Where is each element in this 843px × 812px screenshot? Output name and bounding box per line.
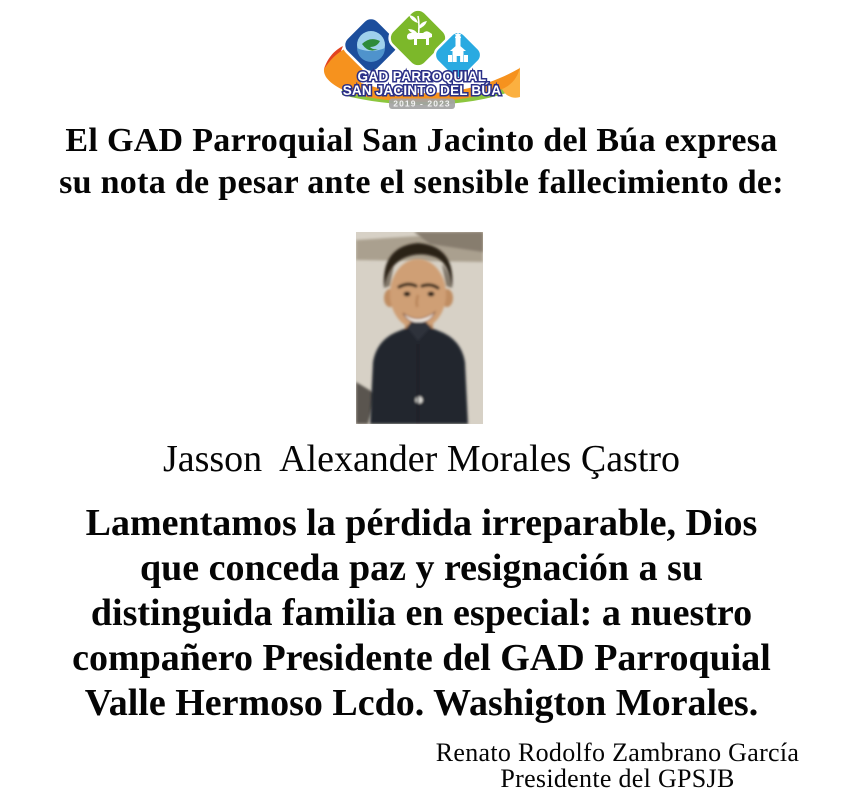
message-line: compañero Presidente del GAD Parroquial [72,637,771,679]
signature-block [405,740,830,792]
signature-name: Renato Rodolfo Zambrano García [435,738,800,767]
portrait-photo [356,232,483,424]
deceased-name: Jasson Alexander Morales Çastro [162,438,681,480]
message-line: Valle Hermoso Lcdo. Washigton Morales. [84,682,759,724]
message-line: que conceda paz y resignación a su [139,547,703,589]
header-line-2: su nota de pesar ante el sensible fallecimiento de: [59,164,784,201]
message-line: Lamentamos la pérdida irreparable, Dios [85,502,758,544]
header-text [0,120,843,204]
portrait-photo-graphic [356,232,483,424]
header-line-1: El GAD Parroquial San Jacinto del Búa expresa [65,122,778,159]
condolence-message [0,501,843,726]
logo-org-line1: GAD PARROQUIAL [356,69,487,84]
logo-period: 2019 - 2023 [392,98,451,109]
gad-parroquial-logo [322,5,522,109]
signature-title: Presidente del GPSJB [500,764,735,793]
logo-graphic [322,5,522,109]
logo-org-line2: SAN JACINTO DEL BÚA [342,83,501,98]
message-line: distinguida familia en especial: a nuestro [90,592,753,634]
